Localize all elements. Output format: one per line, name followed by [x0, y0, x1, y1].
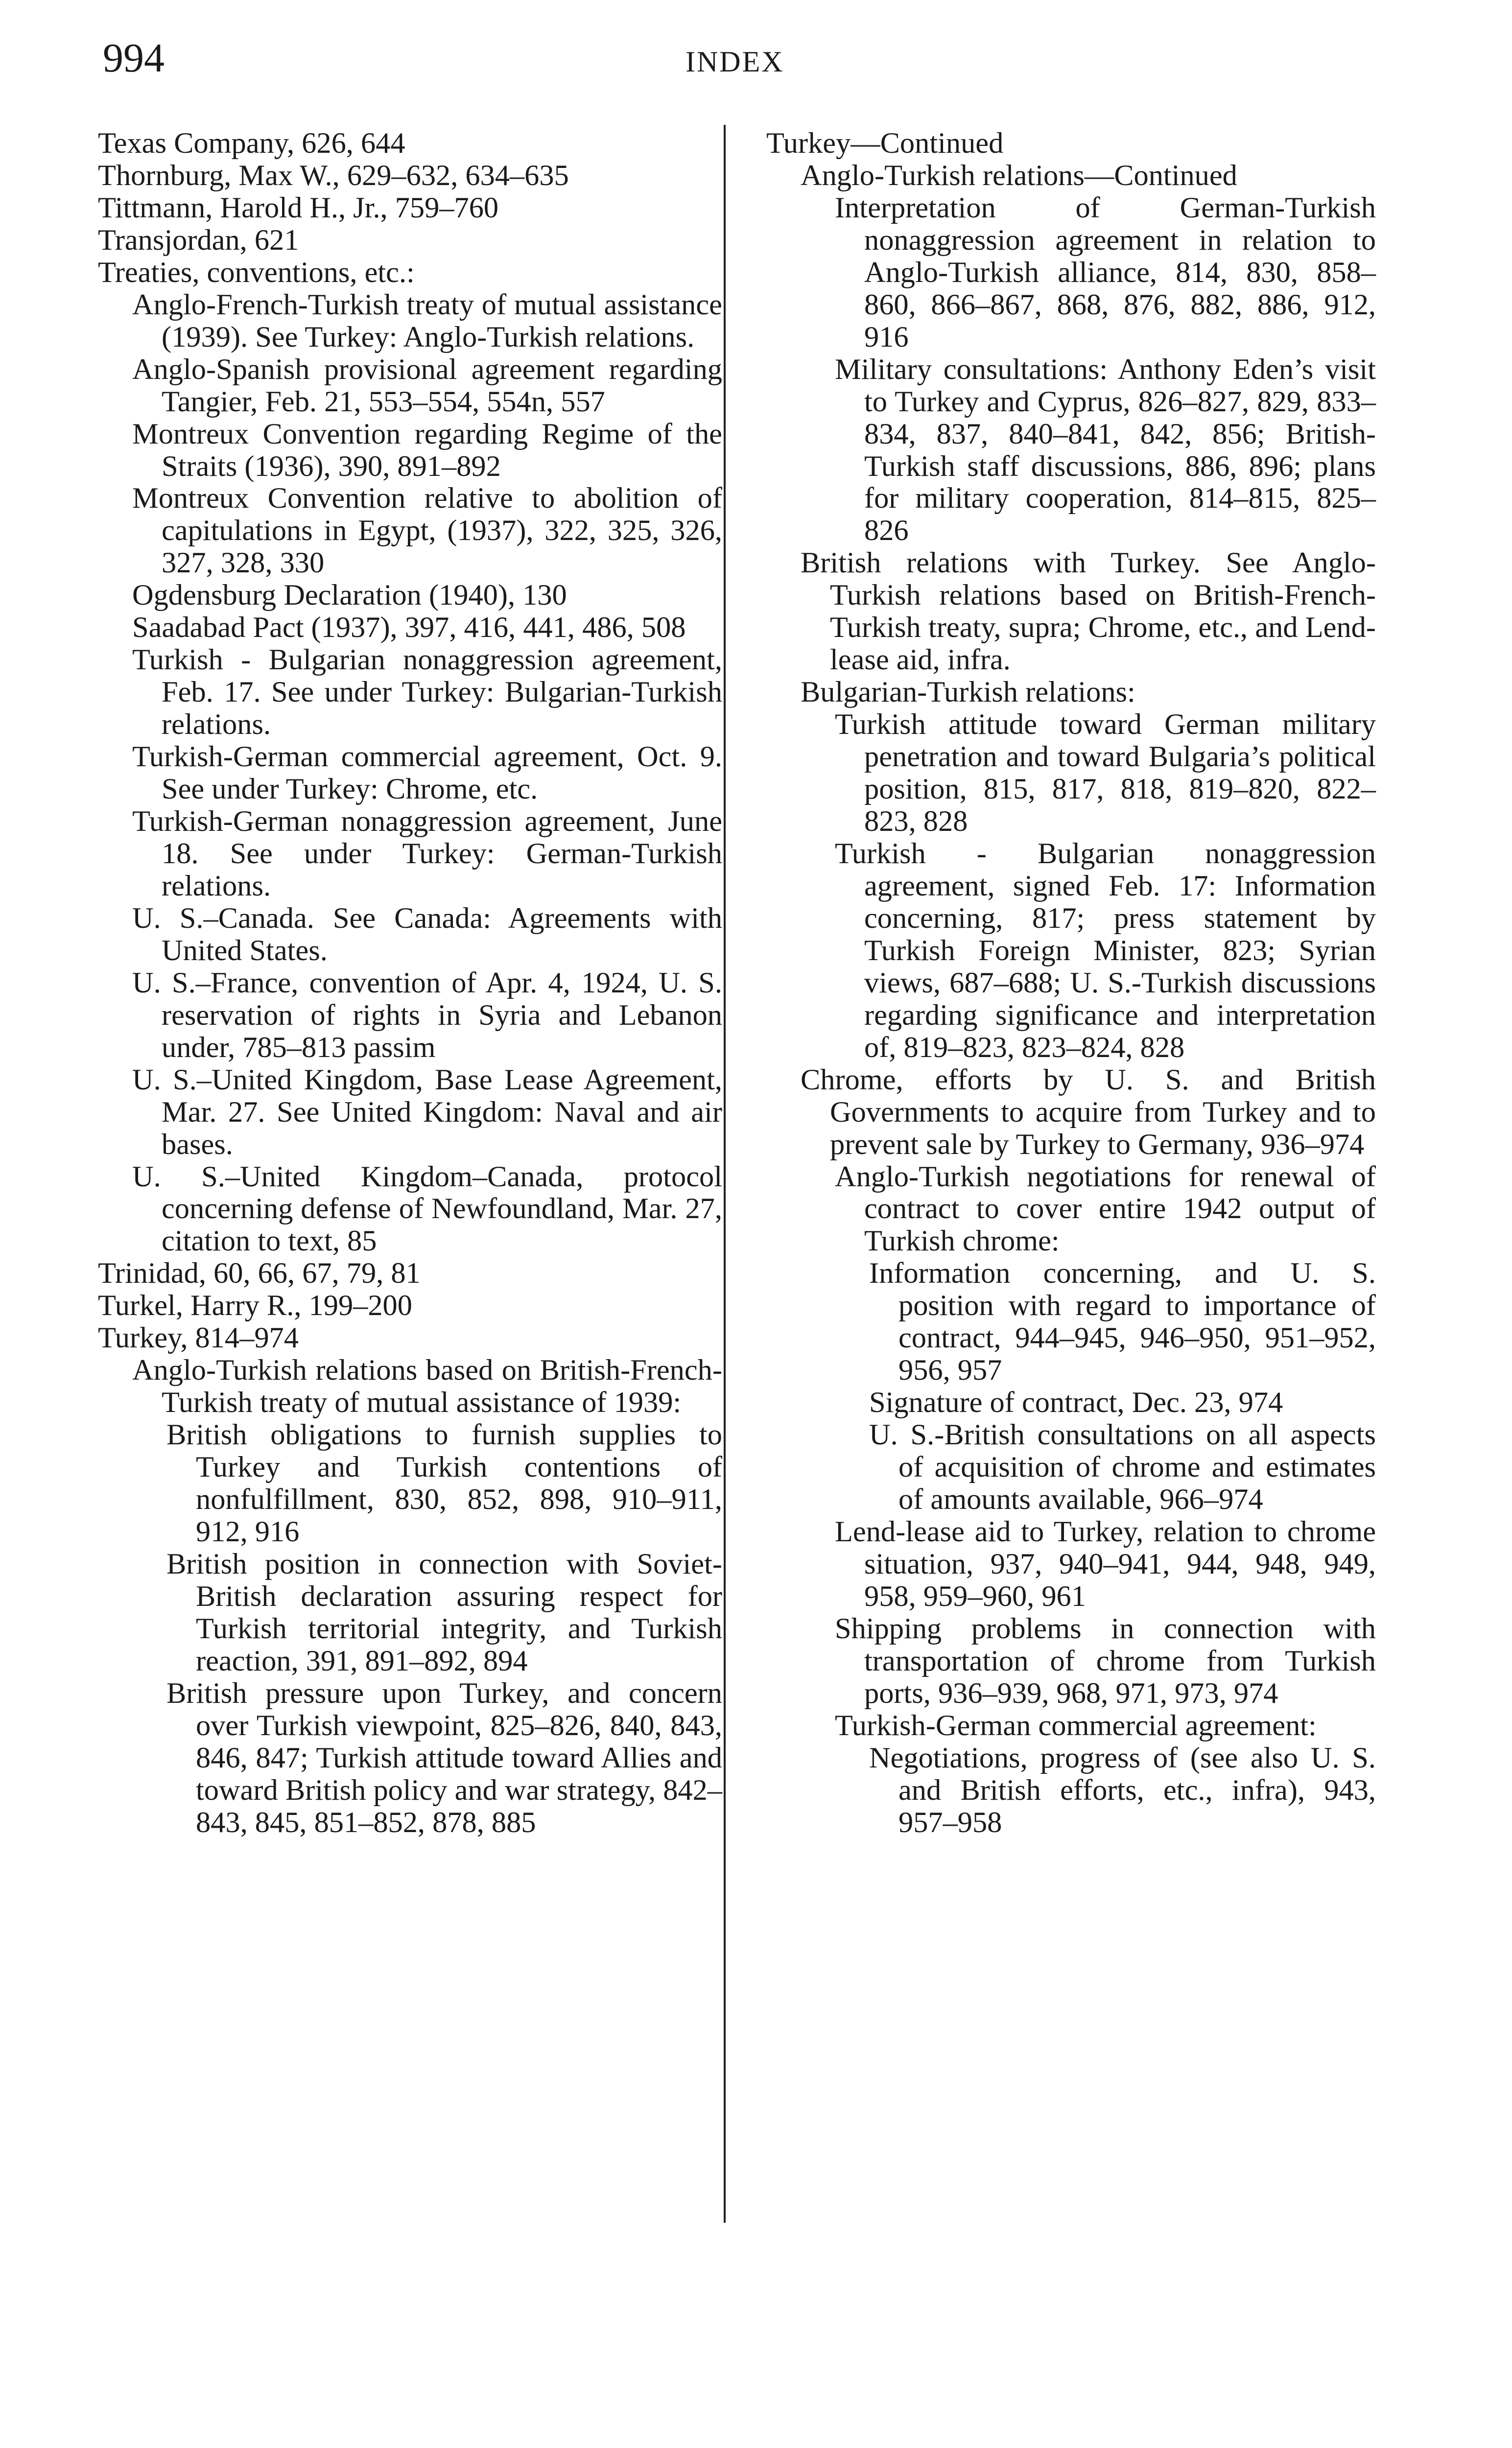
index-subsubsubentry: U. S.-British consultations on all aspects of acquisition of chrome and estimates of amounts available, 966–974	[869, 1418, 1376, 1516]
index-subentry: Saadabad Pact (1937), 397, 416, 441, 486, 508	[132, 611, 686, 644]
index-subsubentry: Turkish-German commercial agreement:	[835, 1709, 1317, 1742]
index-subsubentry: Interpretation of German-Turkish nonaggression agreement in relation to Anglo-Turkish alliance, 814, 830, 858–860, 866–867, 868, 876, 882, 886, 912, 916	[835, 191, 1376, 353]
index-subentry: Anglo-Spanish provisional agreement regarding Tangier, Feb. 21, 553–554, 554n, 557	[132, 353, 722, 418]
index-subsubentry: Military consultations: Anthony Eden’s visit to Turkey and Cyprus, 826–827, 829, 833–834, 837, 840–841, 842, 856; British-Turkish staff discussions, 886, 896; plans for military cooperation, 814–815, 825–826	[835, 353, 1376, 547]
index-subsubentry: British obligations to furnish supplies to Turkey and Turkish contentions of nonfulfillment, 830, 852, 898, 910–911, 912, 916	[166, 1418, 722, 1548]
index-subsubentry: Turkish - Bulgarian nonaggression agreement, signed Feb. 17: Information concerning, 817; press statement by Turkish Foreign Minister, 823; Syrian views, 687–688; U. S.-Turkish discussions regarding significance and interpretation of, 819–823, 823–824, 828	[835, 837, 1376, 1064]
index-column-right	[766, 127, 1376, 1839]
index-subentry: Anglo-Turkish relations based on British-French-Turkish treaty of mutual assistance of 1939:	[132, 1354, 722, 1419]
index-entry: Trinidad, 60, 66, 67, 79, 81	[98, 1257, 421, 1290]
index-entry: Thornburg, Max W., 629–632, 634–635	[98, 159, 569, 192]
page-number: 994	[103, 35, 165, 81]
index-subentry: U. S.–Canada. See Canada: Agreements with United States.	[132, 901, 722, 967]
index-entry: Tittmann, Harold H., Jr., 759–760	[98, 191, 499, 224]
index-subsubentry: Shipping problems in connection with transportation of chrome from Turkish ports, 936–939, 968, 971, 973, 974	[835, 1612, 1376, 1710]
index-subsubentry: Lend-lease aid to Turkey, relation to chrome situation, 937, 940–941, 944, 948, 949, 958, 959–960, 961	[835, 1515, 1376, 1613]
index-subentry: Montreux Convention regarding Regime of the Straits (1936), 390, 891–892	[132, 417, 722, 483]
index-entry: Texas Company, 626, 644	[98, 127, 405, 160]
index-subentry: Bulgarian-Turkish relations:	[801, 676, 1135, 709]
index-subentry: Chrome, efforts by U. S. and British Governments to acquire from Turkey and to prevent sale by Turkey to Germany, 936–974	[801, 1063, 1376, 1161]
index-subentry: Turkish-German nonaggression agreement, June 18. See under Turkey: German-Turkish relations.	[132, 805, 722, 902]
index-subentry: Turkish-German commercial agreement, Oct. 9. See under Turkey: Chrome, etc.	[132, 740, 722, 806]
index-subentry: Anglo-French-Turkish treaty of mutual assistance (1939). See Turkey: Anglo-Turkish relations.	[132, 288, 722, 353]
index-subentry: Ogdensburg Declaration (1940), 130	[132, 579, 567, 612]
column-divider	[724, 125, 726, 2223]
index-subsubentry: Anglo-Turkish negotiations for renewal of contract to cover entire 1942 output of Turkish chrome:	[835, 1160, 1376, 1258]
index-entry: Turkey, 814–974	[98, 1321, 299, 1355]
index-entry: Transjordan, 621	[98, 223, 299, 257]
index-subsubentry: Turkish attitude toward German military penetration and toward Bulgaria’s political position, 815, 817, 818, 819–820, 822–823, 828	[835, 708, 1376, 838]
index-subsubsubentry: Signature of contract, Dec. 23, 974	[869, 1386, 1283, 1419]
index-subsubentry: British position in connection with Soviet-British declaration assuring respect for Turkish territorial integrity, and Turkish reaction, 391, 891–892, 894	[166, 1547, 722, 1677]
index-column-left	[98, 127, 722, 1839]
index-subentry: Anglo-Turkish relations—Continued	[801, 159, 1237, 192]
index-subentry: U. S.–United Kingdom, Base Lease Agreement, Mar. 27. See United Kingdom: Naval and air bases.	[132, 1063, 722, 1161]
index-entry: Treaties, conventions, etc.:	[98, 256, 415, 289]
index-entry: Turkey—Continued	[766, 127, 1004, 160]
index-entry: Turkel, Harry R., 199–200	[98, 1289, 412, 1322]
index-subentry: U. S.–France, convention of Apr. 4, 1924, U. S. reservation of rights in Syria and Lebanon under, 785–813 passim	[132, 966, 722, 1064]
running-head: INDEX	[685, 46, 784, 78]
index-subsubsubentry: Negotiations, progress of (see also U. S. and British efforts, etc., infra), 943, 957–958	[869, 1741, 1376, 1839]
index-subentry: Turkish - Bulgarian nonaggression agreement, Feb. 17. See under Turkey: Bulgarian-Turkish relations.	[132, 643, 722, 741]
index-subentry: U. S.–United Kingdom–Canada, protocol concerning defense of Newfoundland, Mar. 27, citation to text, 85	[132, 1160, 722, 1258]
index-subentry: British relations with Turkey. See Anglo-Turkish relations based on British-French-Turkish treaty, supra; Chrome, etc., and Lend-lease aid, infra.	[801, 546, 1376, 677]
index-subsubentry: British pressure upon Turkey, and concern over Turkish viewpoint, 825–826, 840, 843, 846, 847; Turkish attitude toward Allies and toward British policy and war strategy, 842–843, 845, 851–852, 878, 885	[166, 1676, 722, 1839]
index-subsubsubentry: Information concerning, and U. S. position with regard to importance of contract, 944–945, 946–950, 951–952, 956, 957	[869, 1257, 1376, 1387]
index-subentry: Montreux Convention relative to abolition of capitulations in Egypt, (1937), 322, 325, 326, 327, 328, 330	[132, 482, 722, 580]
